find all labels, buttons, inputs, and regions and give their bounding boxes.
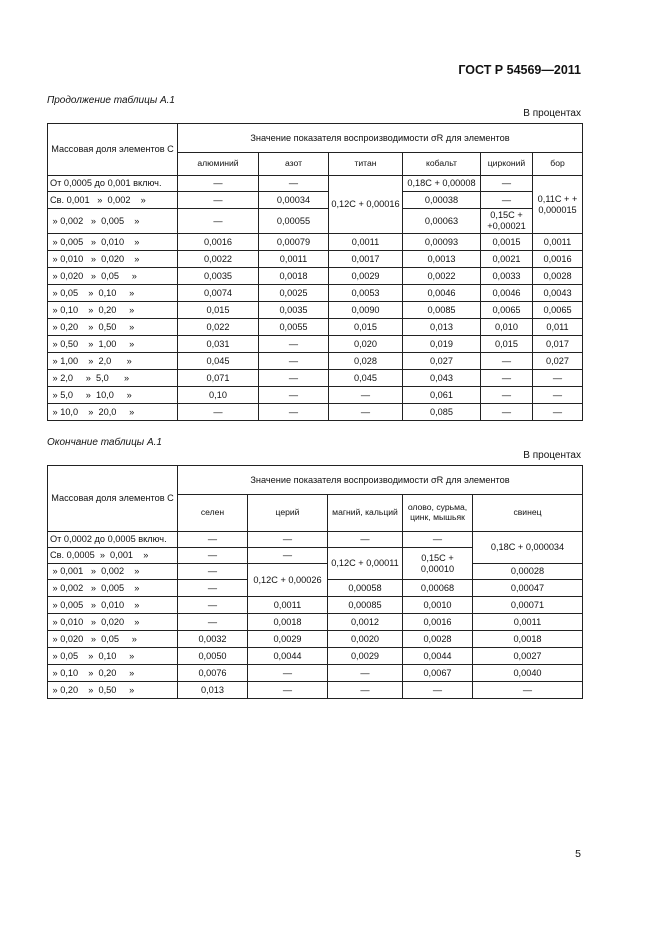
value-cell: — (178, 404, 259, 421)
table-row (48, 268, 583, 285)
value-cell: 0,00058 (328, 580, 403, 597)
value-cell: — (178, 192, 259, 209)
header-boron: бор (533, 153, 583, 176)
value-cell: 0,010 (481, 319, 533, 336)
value-cell: — (481, 370, 533, 387)
value-cell: 0,043 (403, 370, 481, 387)
table-row (48, 176, 583, 192)
value-cell: 0,00055 (259, 209, 329, 234)
table-row (48, 614, 583, 631)
mass-cell: » 0,10 » 0,20 » (48, 665, 178, 682)
value-cell: 0,00063 (403, 209, 481, 234)
mass-cell: » 0,05 » 0,10 » (48, 285, 178, 302)
table2-group-header: Значение показателя воспроизводимости σR для элементов (178, 466, 583, 495)
value-cell: 0,017 (533, 336, 583, 353)
value-cell: — (403, 682, 473, 699)
mass-cell: » 0,020 » 0,05 » (48, 631, 178, 648)
table-row (48, 251, 583, 268)
mass-cell: » 2,0 » 5,0 » (48, 370, 178, 387)
value-cell: — (328, 682, 403, 699)
table2-units: В процентах (523, 450, 581, 461)
table1 (47, 123, 583, 421)
value-cell: 0,0028 (533, 268, 583, 285)
value-cell: 0,0015 (481, 234, 533, 251)
value-cell: 0,0065 (481, 302, 533, 319)
value-cell: — (259, 404, 329, 421)
mass-cell: » 0,005 » 0,010 » (48, 597, 178, 614)
value-cell: 0,0035 (259, 302, 329, 319)
value-cell: 0,00034 (259, 192, 329, 209)
value-cell: — (403, 532, 473, 548)
value-cell: — (481, 353, 533, 370)
value-cell: 0,0027 (473, 648, 583, 665)
value-cell: 0,15С + +0,00021 (481, 209, 533, 234)
table-row (48, 336, 583, 353)
value-cell: 0,0018 (259, 268, 329, 285)
value-cell: — (473, 682, 583, 699)
value-cell: 0,0090 (329, 302, 403, 319)
mass-cell: » 0,001 » 0,002 » (48, 564, 178, 580)
value-cell: — (328, 532, 403, 548)
value-cell: 0,027 (403, 353, 481, 370)
boron-merged-cell: 0,11С + + 0,000015 (533, 176, 583, 234)
tin-merged-cell: 0,15С + 0,00010 (403, 548, 473, 580)
value-cell: — (329, 404, 403, 421)
table2 (47, 465, 583, 699)
value-cell: 0,0010 (403, 597, 473, 614)
value-cell: — (178, 532, 248, 548)
value-cell: 0,020 (329, 336, 403, 353)
table1-mass-header: Массовая доля элементов С (48, 124, 178, 176)
value-cell: 0,0040 (473, 665, 583, 682)
table-row (48, 370, 583, 387)
value-cell: 0,00085 (328, 597, 403, 614)
value-cell: — (481, 176, 533, 192)
value-cell: 0,0032 (178, 631, 248, 648)
value-cell: — (259, 387, 329, 404)
value-cell: 0,0076 (178, 665, 248, 682)
mass-cell: От 0,0002 до 0,0005 включ. (48, 532, 178, 548)
value-cell: 0,0017 (329, 251, 403, 268)
value-cell: 0,071 (178, 370, 259, 387)
value-cell: — (178, 614, 248, 631)
value-cell: 0,0013 (403, 251, 481, 268)
table-row (48, 192, 583, 209)
mass-cell: » 10,0 » 20,0 » (48, 404, 178, 421)
header-aluminium: алюминий (178, 153, 259, 176)
value-cell: 0,0011 (473, 614, 583, 631)
mass-cell: » 0,20 » 0,50 » (48, 319, 178, 336)
value-cell: — (259, 370, 329, 387)
table1-header-row (48, 124, 583, 153)
value-cell: — (248, 682, 328, 699)
value-cell: 0,10 (178, 387, 259, 404)
value-cell: — (481, 404, 533, 421)
value-cell: 0,0011 (329, 234, 403, 251)
value-cell: 0,0043 (533, 285, 583, 302)
value-cell: 0,0033 (481, 268, 533, 285)
mass-cell: » 0,10 » 0,20 » (48, 302, 178, 319)
value-cell: 0,0022 (403, 268, 481, 285)
value-cell: 0,00093 (403, 234, 481, 251)
value-cell: 0,00068 (403, 580, 473, 597)
table-row (48, 564, 583, 580)
value-cell: — (481, 192, 533, 209)
mass-cell: Св. 0,001 » 0,002 » (48, 192, 178, 209)
value-cell: — (248, 548, 328, 564)
value-cell: — (533, 387, 583, 404)
value-cell: 0,00071 (473, 597, 583, 614)
mass-cell: Св. 0,0005 » 0,001 » (48, 548, 178, 564)
table-row (48, 532, 583, 548)
table-row (48, 665, 583, 682)
value-cell: 0,061 (403, 387, 481, 404)
value-cell: 0,0029 (328, 648, 403, 665)
value-cell: — (329, 387, 403, 404)
mass-cell: » 0,002 » 0,005 » (48, 209, 178, 234)
mass-cell: » 0,010 » 0,020 » (48, 614, 178, 631)
value-cell: 0,085 (403, 404, 481, 421)
value-cell: 0,0074 (178, 285, 259, 302)
value-cell: 0,015 (329, 319, 403, 336)
value-cell: — (533, 404, 583, 421)
mass-cell: » 0,020 » 0,05 » (48, 268, 178, 285)
mass-cell: » 0,20 » 0,50 » (48, 682, 178, 699)
mass-cell: От 0,0005 до 0,001 включ. (48, 176, 178, 192)
value-cell: 0,019 (403, 336, 481, 353)
value-cell: — (178, 176, 259, 192)
value-cell: — (533, 370, 583, 387)
table-row (48, 353, 583, 370)
value-cell: — (178, 548, 248, 564)
value-cell: 0,0053 (329, 285, 403, 302)
value-cell: 0,0055 (259, 319, 329, 336)
value-cell: 0,0022 (178, 251, 259, 268)
value-cell: 0,18С + 0,00008 (403, 176, 481, 192)
value-cell: — (328, 665, 403, 682)
header-nitrogen: азот (259, 153, 329, 176)
value-cell: 0,0046 (403, 285, 481, 302)
value-cell: — (259, 353, 329, 370)
table-row (48, 404, 583, 421)
value-cell: 0,015 (178, 302, 259, 319)
value-cell: 0,031 (178, 336, 259, 353)
value-cell: 0,011 (533, 319, 583, 336)
value-cell: 0,0035 (178, 268, 259, 285)
mass-cell: » 0,05 » 0,10 » (48, 648, 178, 665)
table-row (48, 648, 583, 665)
value-cell: 0,0011 (248, 597, 328, 614)
mass-cell: » 1,00 » 2,0 » (48, 353, 178, 370)
value-cell: 0,0044 (248, 648, 328, 665)
table-row (48, 597, 583, 614)
value-cell: 0,0016 (178, 234, 259, 251)
table-row (48, 682, 583, 699)
header-selenium: селен (178, 495, 248, 532)
value-cell: — (481, 387, 533, 404)
value-cell: 0,00038 (403, 192, 481, 209)
mass-cell: » 0,002 » 0,005 » (48, 580, 178, 597)
table2-mass-header: Массовая доля элементов С (48, 466, 178, 532)
header-magnesium-calcium: магний, кальций (328, 495, 403, 532)
value-cell: 0,0029 (329, 268, 403, 285)
value-cell: 0,0028 (403, 631, 473, 648)
value-cell: 0,0050 (178, 648, 248, 665)
value-cell: 0,027 (533, 353, 583, 370)
value-cell: 0,00079 (259, 234, 329, 251)
page-number: 5 (575, 848, 581, 860)
value-cell: 0,0011 (533, 234, 583, 251)
value-cell: — (178, 597, 248, 614)
table-row (48, 234, 583, 251)
magnesium-merged-cell: 0,12С + 0,00011 (328, 548, 403, 580)
mass-cell: » 0,010 » 0,020 » (48, 251, 178, 268)
value-cell: — (259, 336, 329, 353)
value-cell: 0,0020 (328, 631, 403, 648)
value-cell: 0,0018 (248, 614, 328, 631)
table1-group-header: Значение показателя воспроизводимости σR для элементов (178, 124, 583, 153)
value-cell: 0,0018 (473, 631, 583, 648)
table2-header-row (48, 466, 583, 495)
value-cell: 0,0065 (533, 302, 583, 319)
table-row (48, 631, 583, 648)
header-titanium: титан (329, 153, 403, 176)
value-cell: 0,00028 (473, 564, 583, 580)
value-cell: — (248, 532, 328, 548)
table-row (48, 209, 583, 234)
value-cell: 0,045 (329, 370, 403, 387)
table2-caption: Окончание таблицы А.1 (47, 437, 162, 448)
value-cell: 0,0021 (481, 251, 533, 268)
lead-merged-cell: 0,18С + 0,000034 (473, 532, 583, 564)
table1-caption: Продолжение таблицы А.1 (47, 95, 175, 106)
header-cerium: церий (248, 495, 328, 532)
table-row (48, 319, 583, 336)
document-code: ГОСТ Р 54569—2011 (458, 63, 581, 77)
value-cell: — (178, 209, 259, 234)
header-zirconium: цирконий (481, 153, 533, 176)
mass-cell: » 0,50 » 1,00 » (48, 336, 178, 353)
value-cell: 0,0025 (259, 285, 329, 302)
value-cell: 0,0016 (533, 251, 583, 268)
mass-cell: » 5,0 » 10,0 » (48, 387, 178, 404)
value-cell: 0,0044 (403, 648, 473, 665)
value-cell: 0,022 (178, 319, 259, 336)
value-cell: 0,013 (403, 319, 481, 336)
value-cell: 0,028 (329, 353, 403, 370)
value-cell: 0,0046 (481, 285, 533, 302)
header-lead: свинец (473, 495, 583, 532)
value-cell: 0,013 (178, 682, 248, 699)
value-cell: 0,0012 (328, 614, 403, 631)
table-row (48, 285, 583, 302)
value-cell: — (259, 176, 329, 192)
value-cell: 0,0029 (248, 631, 328, 648)
header-tin-antimony-zinc-arsenic: олово, сурьма, цинк, мышьяк (403, 495, 473, 532)
header-cobalt: кобальт (403, 153, 481, 176)
value-cell: 0,0067 (403, 665, 473, 682)
value-cell: 0,045 (178, 353, 259, 370)
value-cell: 0,015 (481, 336, 533, 353)
titanium-merged-cell: 0,12С + 0,00016 (329, 176, 403, 234)
mass-cell: » 0,005 » 0,010 » (48, 234, 178, 251)
cerium-merged-cell: 0,12С + 0,00026 (248, 564, 328, 597)
table-row (48, 387, 583, 404)
value-cell: 0,0016 (403, 614, 473, 631)
value-cell: 0,0085 (403, 302, 481, 319)
value-cell: 0,0011 (259, 251, 329, 268)
value-cell: 0,00047 (473, 580, 583, 597)
table1-units: В процентах (523, 108, 581, 119)
value-cell: — (248, 665, 328, 682)
table-row (48, 302, 583, 319)
value-cell: — (178, 564, 248, 580)
value-cell: — (178, 580, 248, 597)
